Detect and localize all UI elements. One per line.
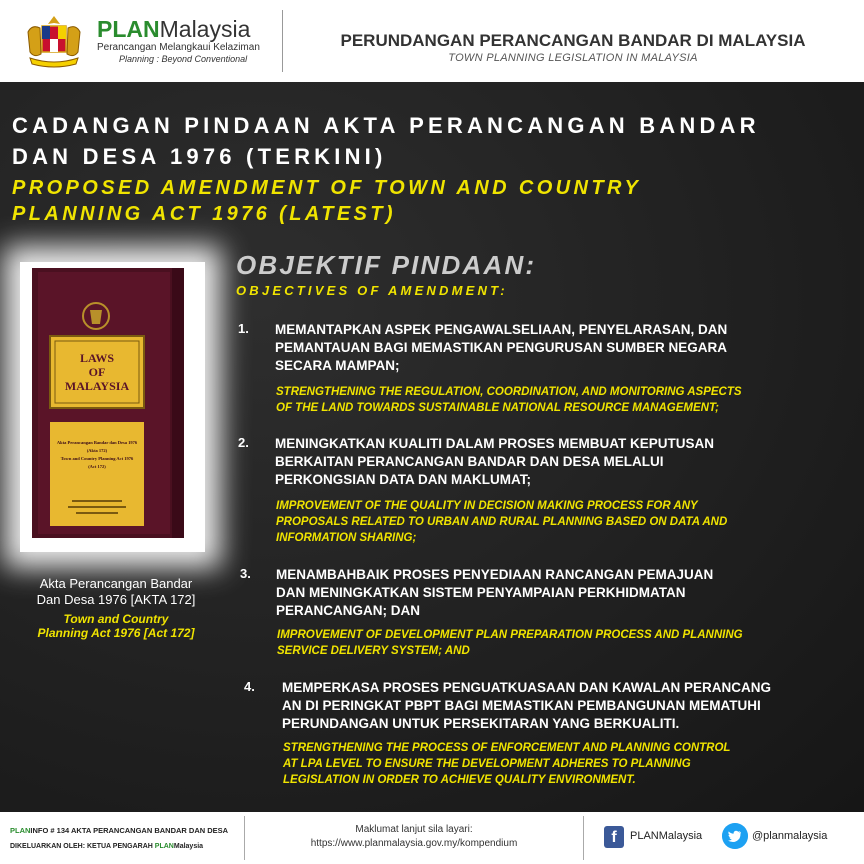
objective-2-en: IMPROVEMENT OF THE QUALITY IN DECISION MAKING PROCESS FOR ANY PROPOSALS RELATED TO URBAN AND RURAL PLANNING BASED ON DATA AND INFORMATION SHARING; [276, 500, 728, 544]
book-cover-title2: OF [88, 365, 106, 379]
book-label1: Akta Perancangan Bandar dan Desa 1976 [56, 440, 138, 445]
book-caption-ms: Akta Perancangan Bandar Dan Desa 1976 [AKTA 172] [36, 576, 196, 607]
objective-4-ms: MEMPERKASA PROSES PENGUATKUASAAN DAN KAWALAN PERANCANG AN DI PERINGKAT PBPT BAGI MEMASTIKAN PEMBANGUNAN MEMATUHI PERUNDANGAN UNTUK PERSEKITARAN YANG BERKUALITI. [282, 680, 772, 731]
brand-name: PLANMalaysia [97, 16, 251, 42]
book-cover-title3: MALAYSIA [64, 379, 130, 393]
book-label2: (Akta 172) [86, 448, 108, 453]
objectives-title-en: OBJECTIVES OF AMENDMENT: [236, 283, 508, 298]
laws-of-malaysia-book-icon [32, 268, 184, 538]
heading-en: PROPOSED AMENDMENT OF TOWN AND COUNTRY PLANNING ACT 1976 (LATEST) [12, 177, 642, 225]
objective-3-ms: MENAMBAHBAIK PROSES PENYEDIAAN RANCANGAN PEMAJUAN DAN MENINGKATKAN SISTEM PENYAMPAIAN PERKHIDMATAN PERANCANGAN; DAN [276, 567, 714, 618]
facebook-icon[interactable]: f [604, 826, 624, 848]
book-cover-title1: LAWS [79, 351, 115, 365]
book-label4: (Act 172) [88, 464, 106, 469]
objective-1-en: STRENGTHENING THE REGULATION, COORDINATION, AND MONITORING ASPECTS OF THE LAND TOWARDS SUSTAINABLE NATIONAL RESOURCE MANAGEMENT; [276, 386, 742, 414]
book-caption-en: Town and Country Planning Act 1976 [Act 172] [37, 612, 195, 640]
footer-divider-2 [583, 816, 584, 860]
twitter-handle-link[interactable]: @planmalaysia [752, 830, 828, 842]
heading-ms: CADANGAN PINDAAN AKTA PERANCANGAN BANDAR DAN DESA 1976 (TERKINI) [12, 113, 760, 169]
header-title: PERUNDANGAN PERANCANGAN BANDAR DI MALAYSIA [340, 31, 806, 50]
brand-block [97, 17, 260, 65]
malaysia-crest-icon [24, 14, 84, 68]
book-label3: Town and Country Planning Act 1976 [60, 456, 134, 461]
footer-url-link[interactable]: https://www.planmalaysia.gov.my/kompendium [310, 838, 518, 849]
header-subtitle: TOWN PLANNING LEGISLATION IN MALAYSIA [448, 52, 698, 64]
objective-3-en: IMPROVEMENT OF DEVELOPMENT PLAN PREPARATION PROCESS AND PLANNING SERVICE DELIVERY SYSTEM; AND [277, 629, 743, 657]
brand-tagline-ms: Perancangan Melangkaui Kelaziman [97, 42, 260, 53]
objective-1-ms: MEMANTAPKAN ASPEK PENGAWALSELIAAN, PENYELARASAN, DAN PEMANTAUAN BAGI MEMASTIKAN PENGURUSAN SUMBER NEGARA SECARA MAMPAN; [275, 322, 728, 373]
brand-tagline-en: Planning : Beyond Conventional [119, 54, 248, 64]
footer-info: PLANINFO # 134 AKTA PERANCANGAN BANDAR DAN DESA [10, 826, 229, 835]
objective-2-ms: MENINGKATKAN KUALITI DALAM PROSES MEMBUAT KEPUTUSAN BERKAITAN PERANCANGAN BANDAR DAN DESA MELALUI PERKONGSIAN DATA DAN MAKLUMAT; [275, 436, 714, 487]
footer-more-info: Maklumat lanjut sila layari: [355, 824, 473, 835]
objectives-title-ms: OBJEKTIF PINDAAN: [236, 250, 537, 280]
twitter-icon[interactable] [722, 823, 748, 849]
footer-issued-by: DIKELUARKAN OLEH: KETUA PENGARAH PLANMalaysia [10, 843, 204, 850]
header-bar [0, 0, 864, 82]
objective-4-en: STRENGTHENING THE PROCESS OF ENFORCEMENT AND PLANNING CONTROL AT LPA LEVEL TO ENSURE THE DEVELOPMENT ADHERES TO PLANNING LEGISLATION IN ORDER TO ACHIEVE QUALITY ENVIRONMENT. [283, 742, 731, 786]
facebook-handle-link[interactable]: PLANMalaysia [630, 830, 703, 842]
